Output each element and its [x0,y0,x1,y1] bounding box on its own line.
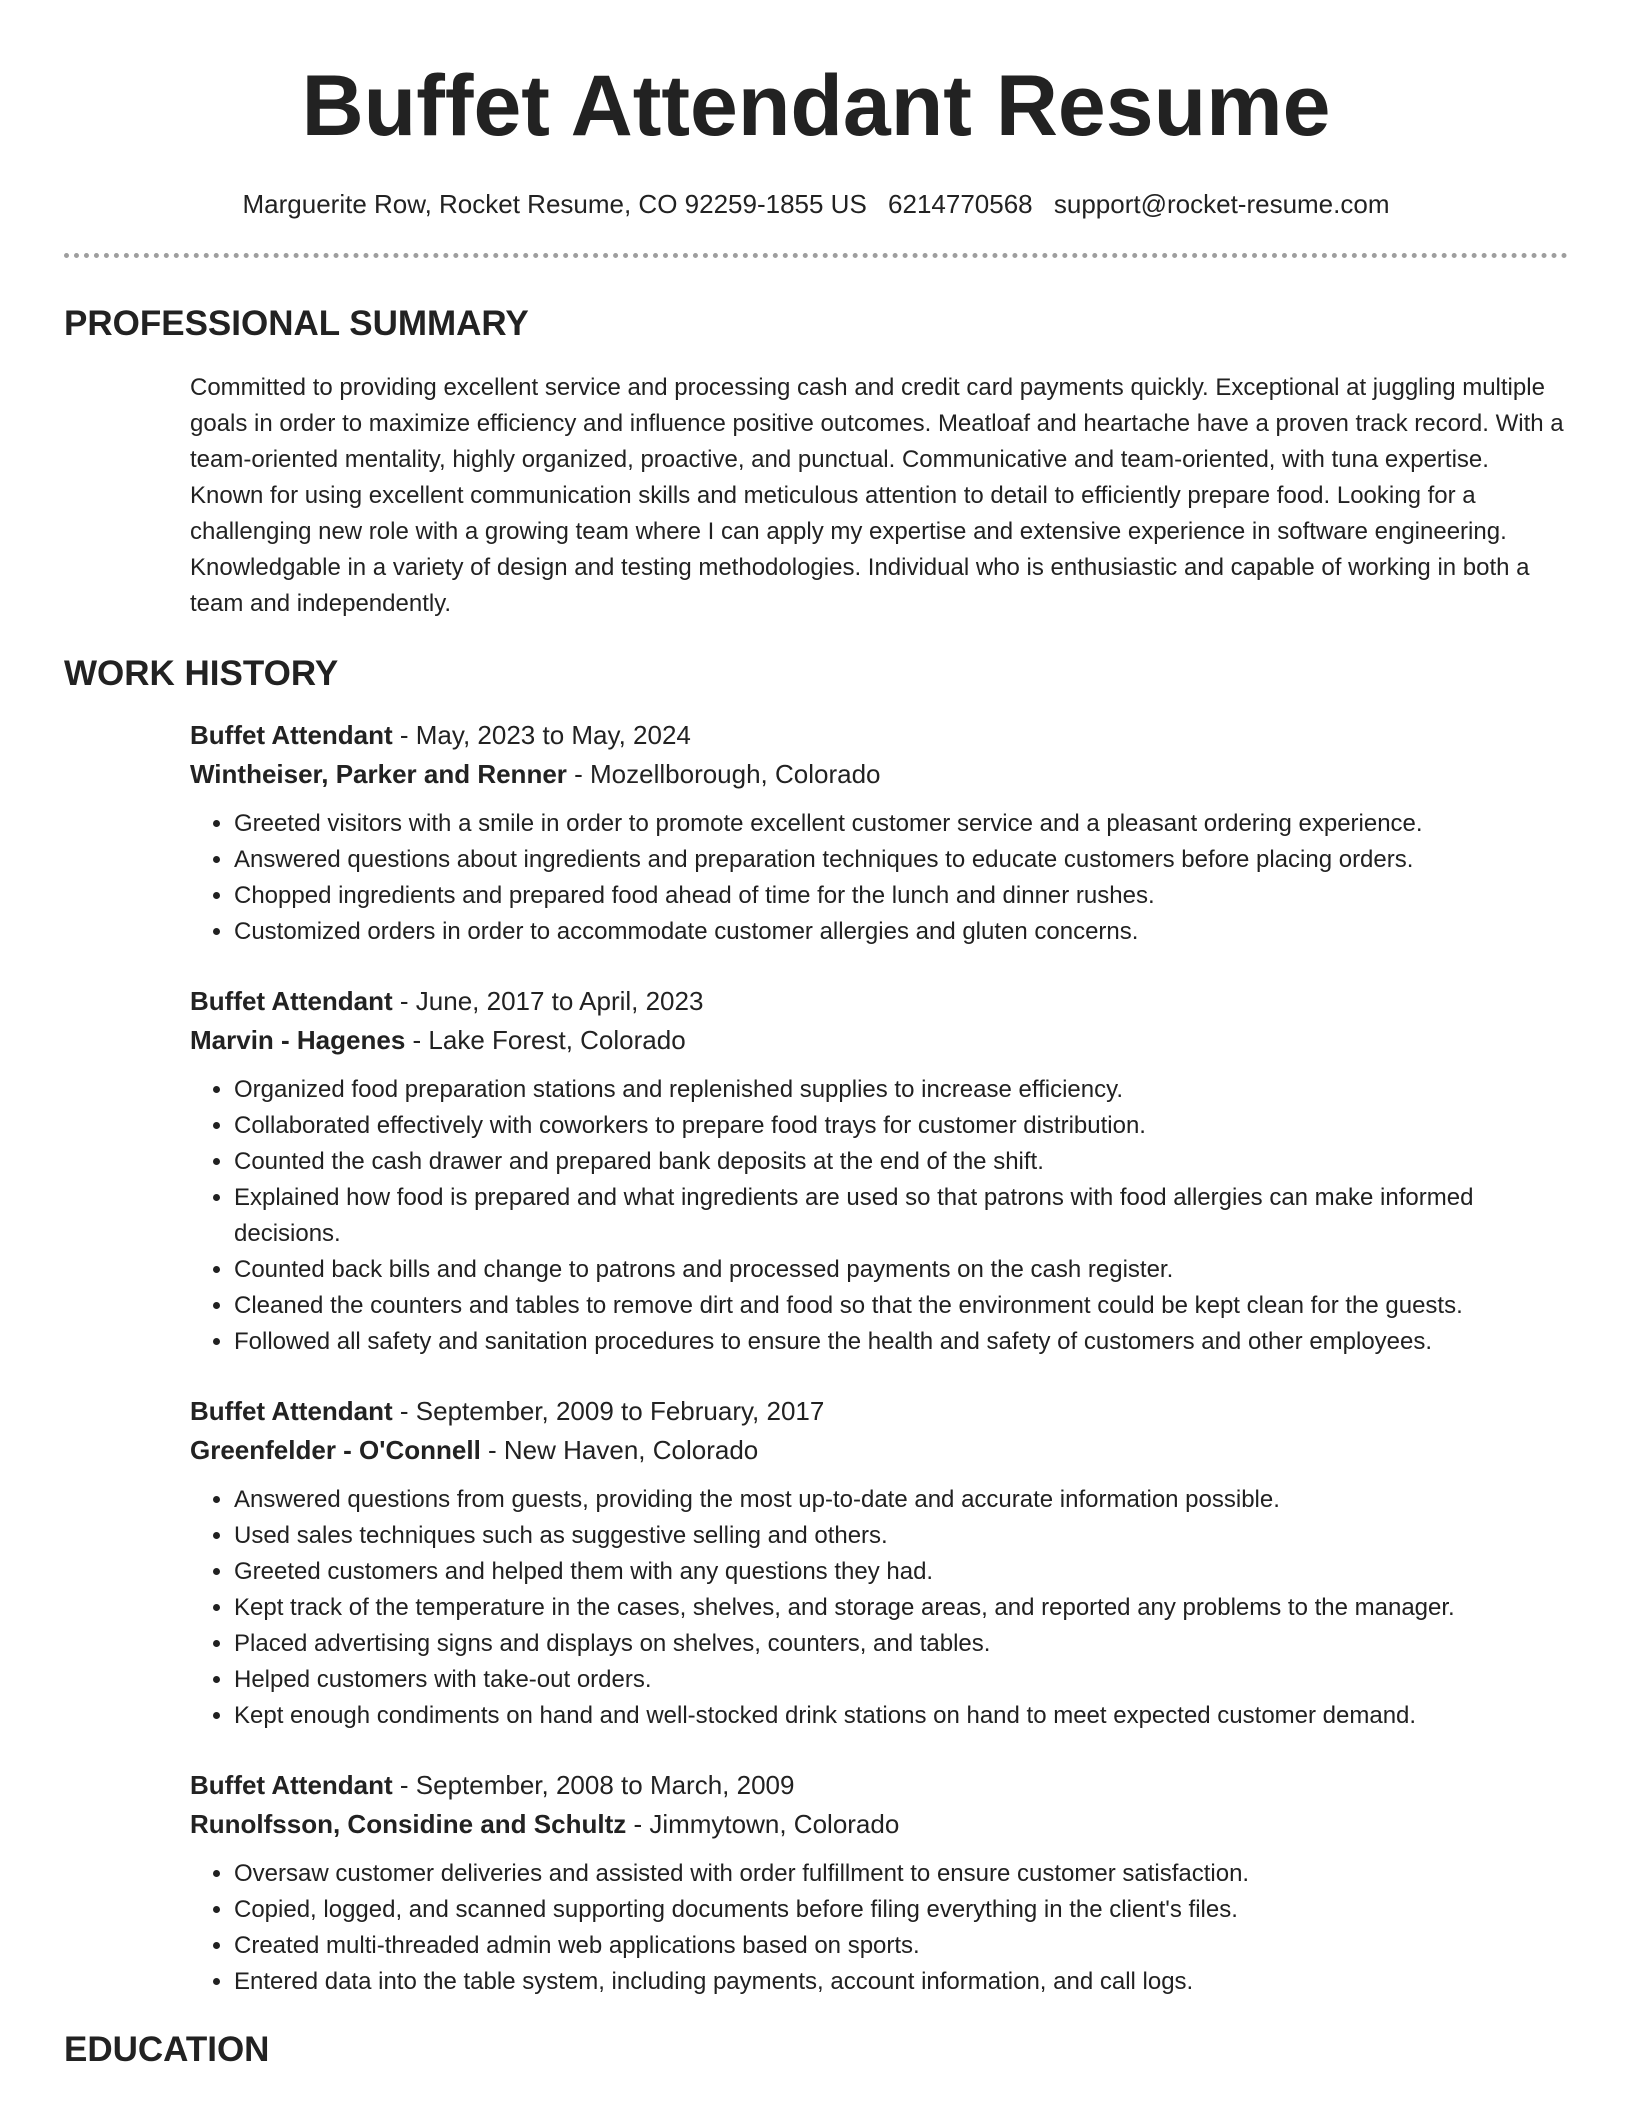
job-company-line [190,1805,1568,1844]
list-item: • Explained how food is prepared and what ingredients are used so that patrons with food allergies can make informed decisions. [234,1180,1568,1252]
list-item: • Cleaned the counters and tables to remove dirt and food so that the environment could be kept clean for the guests. [234,1288,1568,1324]
list-item: • Entered data into the table system, including payments, account information, and call logs. [234,1964,1568,2000]
contact-line [64,188,1568,220]
job-entry [190,982,1568,1360]
job-location: - New Haven, Colorado [480,1435,759,1465]
education-heading: EDUCATION [64,2030,270,2069]
job-company: Greenfelder - O'Connell [190,1435,481,1465]
job-bullets [190,1482,1568,1734]
work-history-heading: WORK HISTORY [64,654,339,693]
job-title-line [190,1766,1568,1805]
list-item: • Used sales techniques such as suggestive selling and others. [234,1518,1568,1554]
job-title: Buffet Attendant [190,1396,393,1426]
job-title: Buffet Attendant [190,1770,393,1800]
job-company: Runolfsson, Considine and Schultz [190,1809,627,1839]
list-item: • Organized food preparation stations and replenished supplies to increase efficiency. [234,1072,1568,1108]
list-item: • Placed advertising signs and displays on shelves, counters, and tables. [234,1626,1568,1662]
job-location: - Lake Forest, Colorado [405,1025,686,1055]
list-item: • Kept enough condiments on hand and well-stocked drink stations on hand to meet expected customer demand. [234,1698,1568,1734]
job-dates: - September, 2009 to February, 2017 [392,1396,825,1426]
list-item: • Customized orders in order to accommodate customer allergies and gluten concerns. [234,914,1568,950]
job-company-line [190,1021,1568,1060]
list-item: • Followed all safety and sanitation procedures to ensure the health and safety of customers and other employees. [234,1324,1568,1360]
job-entry [190,716,1568,950]
list-item: • Answered questions from guests, providing the most up-to-date and accurate information possible. [234,1482,1568,1518]
job-title-line [190,1392,1568,1431]
list-item: • Oversaw customer deliveries and assisted with order fulfillment to ensure customer satisfaction. [234,1856,1568,1892]
job-dates: - May, 2023 to May, 2024 [392,720,691,750]
job-title-line [190,716,1568,755]
job-company: Marvin - Hagenes [190,1025,406,1055]
list-item: • Chopped ingredients and prepared food ahead of time for the lunch and dinner rushes. [234,878,1568,914]
header-divider [64,253,1568,258]
job-entry [190,1392,1568,1734]
job-bullets [190,806,1568,950]
list-item: • Created multi-threaded admin web applications based on sports. [234,1928,1568,1964]
contact-address: Marguerite Row, Rocket Resume, CO 92259-1855 US [242,189,867,219]
job-dates: - September, 2008 to March, 2009 [392,1770,795,1800]
list-item: • Counted back bills and change to patrons and processed payments on the cash register. [234,1252,1568,1288]
job-entry [190,1766,1568,2000]
job-title-line [190,982,1568,1021]
list-item: • Helped customers with take-out orders. [234,1662,1568,1698]
job-location: - Jimmytown, Colorado [626,1809,900,1839]
list-item: • Copied, logged, and scanned supporting documents before filing everything in the client's files. [234,1892,1568,1928]
job-dates: - June, 2017 to April, 2023 [392,986,704,1016]
resume-title: Buffet Attendant Resume [301,58,1331,154]
summary-heading: PROFESSIONAL SUMMARY [64,304,529,343]
job-company: Wintheiser, Parker and Renner [190,759,567,789]
list-item: • Counted the cash drawer and prepared bank deposits at the end of the shift. [234,1144,1568,1180]
job-bullets [190,1072,1568,1360]
list-item: • Collaborated effectively with coworkers to prepare food trays for customer distribution. [234,1108,1568,1144]
contact-email: support@rocket-resume.com [1053,189,1390,219]
job-location: - Mozellborough, Colorado [566,759,881,789]
list-item: • Greeted visitors with a smile in order to promote excellent customer service and a pleasant ordering experience. [234,806,1568,842]
job-company-line [190,1431,1568,1470]
job-title: Buffet Attendant [190,986,393,1016]
job-bullets [190,1856,1568,2000]
job-company-line [190,755,1568,794]
contact-phone: 6214770568 [888,189,1033,219]
job-title: Buffet Attendant [190,720,393,750]
summary-text: Committed to providing excellent service and processing cash and credit card payments quickly. Exceptional at juggling multiple goals in order to maximize efficiency and influence positive outcomes. Meatloaf and heartache have a proven track record. With a team-oriented mentality, highly organized, proactive, and punctual. Communicative and team-oriented, with tuna expertise. Known for using excellent communication skills and meticulous attention to detail to efficiently prepare food. Looking for a challenging new role with a growing team where I can apply my expertise and extensive experience in software engineering. Knowledgable in a variety of design and testing methodologies. Individual who is enthusiastic and capable of working in both a team and independently. [190,374,1564,617]
list-item: • Greeted customers and helped them with any questions they had. [234,1554,1568,1590]
list-item: • Answered questions about ingredients and preparation techniques to educate customers before placing orders. [234,842,1568,878]
list-item: • Kept track of the temperature in the cases, shelves, and storage areas, and reported any problems to the manager. [234,1590,1568,1626]
